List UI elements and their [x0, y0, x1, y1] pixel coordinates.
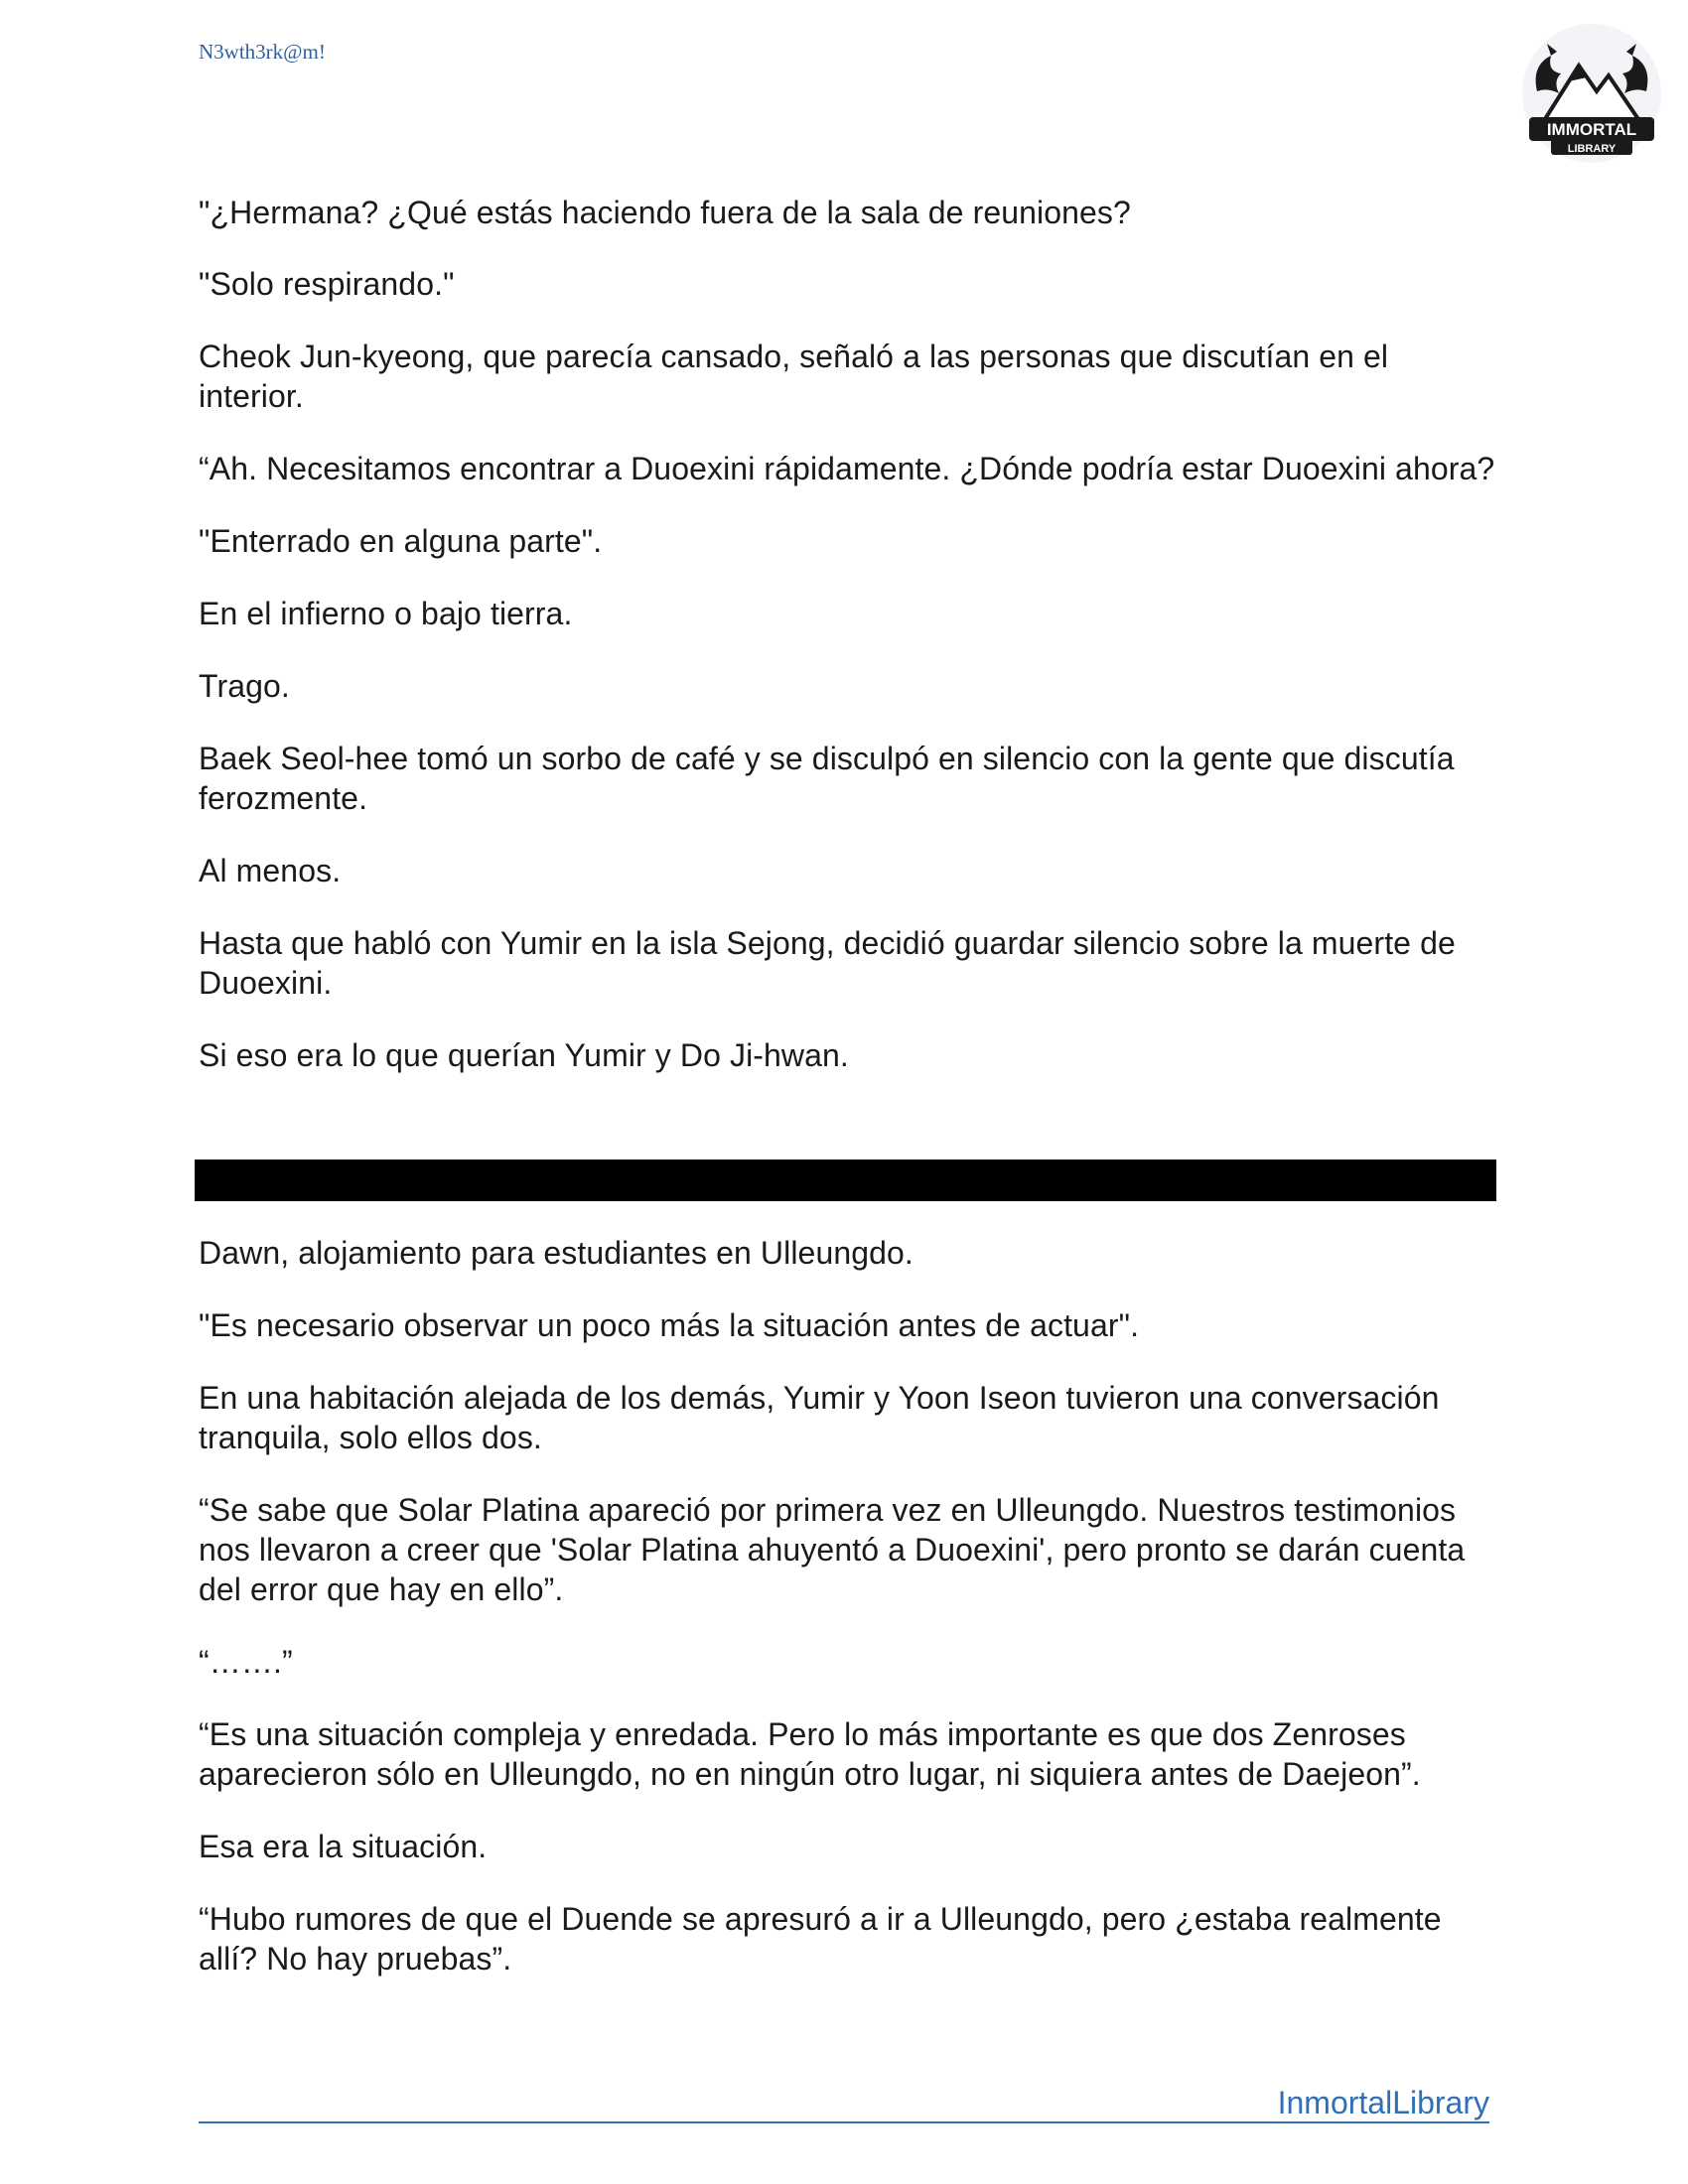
- section-2: [199, 1233, 1499, 1979]
- paragraph: "¿Hermana? ¿Qué estás haciendo fuera de la sala de reuniones?: [199, 195, 1131, 230]
- paragraph: "Solo respirando.": [199, 266, 455, 302]
- logo-line1: IMMORTAL: [1546, 120, 1637, 139]
- section-1: [199, 193, 1499, 1075]
- paragraph: Dawn, alojamiento para estudiantes en Ulleungdo.: [199, 1235, 914, 1271]
- paragraph: Baek Seol-hee tomó un sorbo de café y se disculpó en silencio con la gente que discutía ferozmente.: [199, 741, 1455, 816]
- paragraph: “Ah. Necesitamos encontrar a Duoexini rápidamente. ¿Dónde podría estar Duoexini ahora?: [199, 451, 1495, 486]
- paragraph: Al menos.: [199, 853, 342, 888]
- section-divider: [195, 1160, 1496, 1201]
- paragraph: “…….”: [199, 1644, 293, 1680]
- dragon-mountain-emblem-icon: [1517, 22, 1666, 171]
- paragraph: Hasta que habló con Yumir en la isla Sejong, decidió guardar silencio sobre la muerte de Duoexini.: [199, 925, 1456, 1001]
- immortal-library-logo: [1517, 22, 1666, 171]
- paragraph: “Se sabe que Solar Platina apareció por primera vez en Ulleungdo. Nuestros testimonios nos llevaron a creer que 'Solar Platina ahuyentó a Duoexini', pero pronto se darán cuenta del error que hay en ello”.: [199, 1492, 1466, 1607]
- header-tag: N3wth3rk@m!: [199, 40, 326, 64]
- paragraph: "Enterrado en alguna parte".: [199, 523, 603, 559]
- paragraph: En una habitación alejada de los demás, Yumir y Yoon Iseon tuvieron una conversación tranquila, solo ellos dos.: [199, 1380, 1440, 1455]
- paragraph: Esa era la situación.: [199, 1829, 488, 1864]
- paragraph: "Es necesario observar un poco más la situación antes de actuar".: [199, 1307, 1140, 1343]
- paragraph: Cheok Jun-kyeong, que parecía cansado, señaló a las personas que discutían en el interior.: [199, 339, 1389, 414]
- paragraph: “Hubo rumores de que el Duende se apresuró a ir a Ulleungdo, pero ¿estaba realmente allí? No hay pruebas”.: [199, 1901, 1442, 1977]
- footer-link[interactable]: InmortalLibrary: [1277, 2085, 1489, 2120]
- logo-line2: LIBRARY: [1567, 143, 1617, 155]
- paragraph: En el infierno o bajo tierra.: [199, 596, 573, 631]
- paragraph: “Es una situación compleja y enredada. Pero lo más importante es que dos Zenroses aparecieron sólo en Ulleungdo, no en ningún otro lugar, ni siquiera antes de Daejeon”.: [199, 1716, 1421, 1792]
- paragraph: Si eso era lo que querían Yumir y Do Ji-hwan.: [199, 1037, 849, 1073]
- paragraph: Trago.: [199, 668, 290, 704]
